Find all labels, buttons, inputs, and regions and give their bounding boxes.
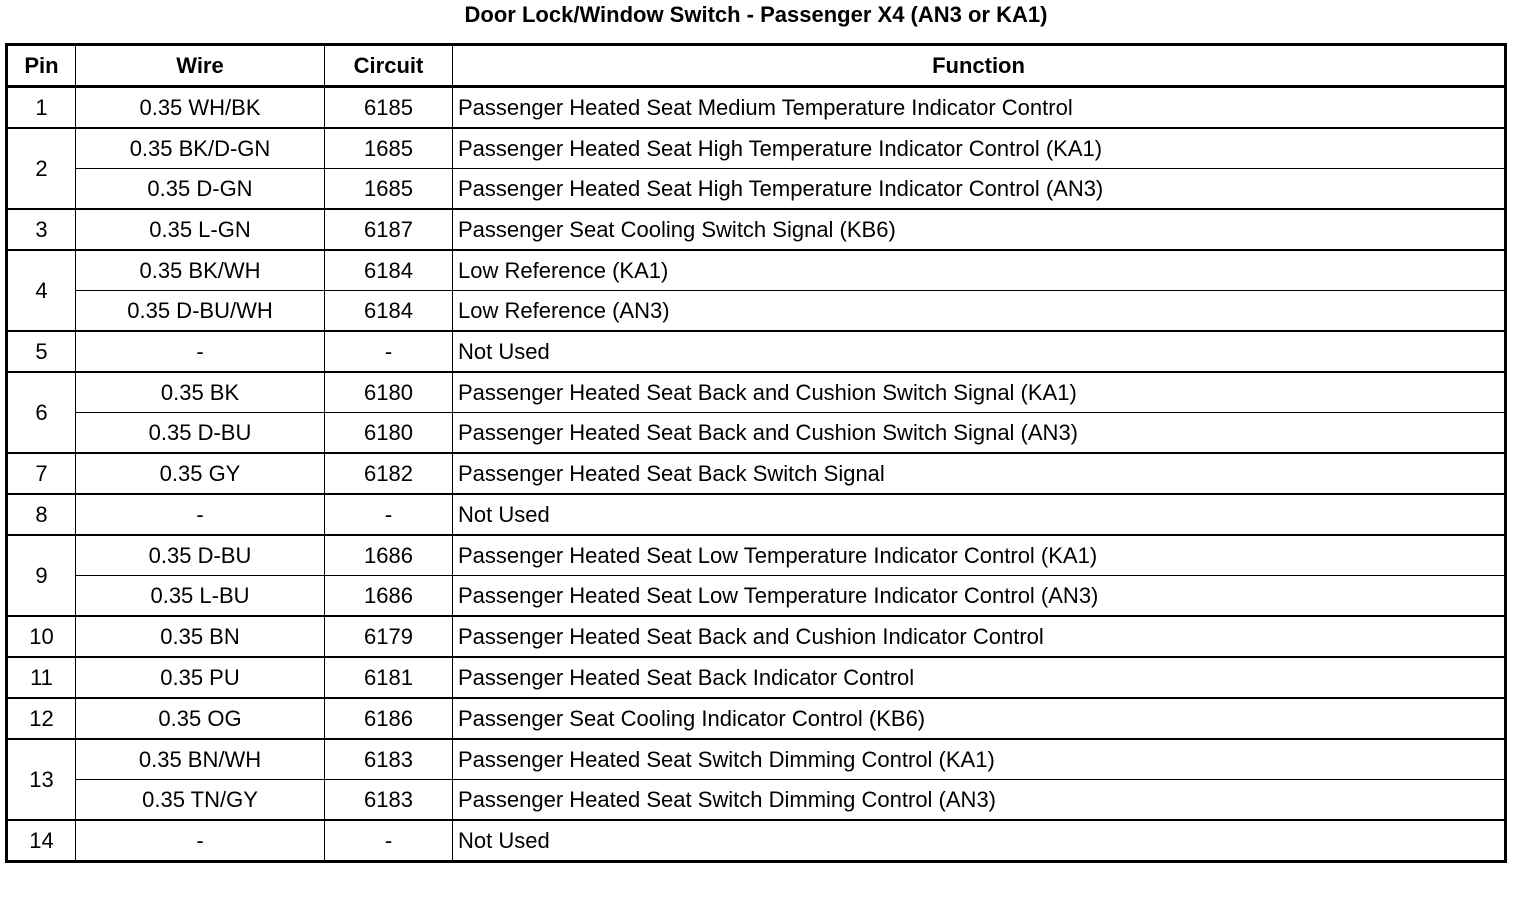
- circuit-cell: 6182: [325, 453, 453, 494]
- pin-number: 6: [7, 372, 76, 453]
- function-cell: Not Used: [453, 331, 1506, 372]
- function-cell: Passenger Heated Seat Back and Cushion Switch Signal (KA1): [453, 372, 1506, 413]
- wire-cell: 0.35 BK/WH: [76, 250, 325, 291]
- function-cell: Low Reference (AN3): [453, 291, 1506, 332]
- pin-number: 8: [7, 494, 76, 535]
- wire-cell: -: [76, 820, 325, 862]
- circuit-cell: 6185: [325, 87, 453, 129]
- table-row: [7, 576, 1506, 617]
- function-cell: Low Reference (KA1): [453, 250, 1506, 291]
- column-header-pin: Pin: [7, 45, 76, 87]
- table-body: [7, 87, 1506, 862]
- function-cell: Passenger Heated Seat Medium Temperature Indicator Control: [453, 87, 1506, 129]
- circuit-cell: 1685: [325, 128, 453, 169]
- function-cell: Passenger Heated Seat Back Switch Signal: [453, 453, 1506, 494]
- function-cell: Passenger Seat Cooling Switch Signal (KB6): [453, 209, 1506, 250]
- circuit-cell: -: [325, 820, 453, 862]
- function-cell: Passenger Seat Cooling Indicator Control (KB6): [453, 698, 1506, 739]
- wire-cell: 0.35 BK: [76, 372, 325, 413]
- circuit-cell: 6184: [325, 291, 453, 332]
- circuit-cell: 1685: [325, 169, 453, 210]
- pin-number: 13: [7, 739, 76, 820]
- pin-number: 5: [7, 331, 76, 372]
- table-row: [7, 331, 1506, 372]
- circuit-cell: 6184: [325, 250, 453, 291]
- table-row: [7, 494, 1506, 535]
- pin-number: 4: [7, 250, 76, 331]
- wire-cell: 0.35 GY: [76, 453, 325, 494]
- wire-cell: 0.35 PU: [76, 657, 325, 698]
- circuit-cell: 6180: [325, 413, 453, 454]
- wire-cell: 0.35 WH/BK: [76, 87, 325, 129]
- table-row: [7, 413, 1506, 454]
- table-row: [7, 535, 1506, 576]
- column-header-wire: Wire: [76, 45, 325, 87]
- function-cell: Not Used: [453, 820, 1506, 862]
- wire-cell: 0.35 D-BU/WH: [76, 291, 325, 332]
- function-cell: Passenger Heated Seat Back Indicator Control: [453, 657, 1506, 698]
- wire-cell: -: [76, 494, 325, 535]
- pin-number: 9: [7, 535, 76, 616]
- function-cell: Passenger Heated Seat Low Temperature Indicator Control (AN3): [453, 576, 1506, 617]
- circuit-cell: 1686: [325, 535, 453, 576]
- pinout-table: [5, 43, 1507, 863]
- wire-cell: 0.35 L-BU: [76, 576, 325, 617]
- pin-number: 7: [7, 453, 76, 494]
- circuit-cell: 6180: [325, 372, 453, 413]
- pin-number: 11: [7, 657, 76, 698]
- function-cell: Passenger Heated Seat High Temperature Indicator Control (AN3): [453, 169, 1506, 210]
- function-cell: Passenger Heated Seat Back and Cushion Switch Signal (AN3): [453, 413, 1506, 454]
- column-header-circuit: Circuit: [325, 45, 453, 87]
- function-cell: Passenger Heated Seat Low Temperature Indicator Control (KA1): [453, 535, 1506, 576]
- table-row: [7, 820, 1506, 862]
- table-row: [7, 780, 1506, 821]
- wire-cell: 0.35 D-BU: [76, 413, 325, 454]
- wire-cell: 0.35 BN: [76, 616, 325, 657]
- circuit-cell: 6179: [325, 616, 453, 657]
- pin-number: 2: [7, 128, 76, 209]
- table-row: [7, 616, 1506, 657]
- wire-cell: 0.35 L-GN: [76, 209, 325, 250]
- table-row: [7, 209, 1506, 250]
- function-cell: Passenger Heated Seat Switch Dimming Control (KA1): [453, 739, 1506, 780]
- wire-cell: 0.35 TN/GY: [76, 780, 325, 821]
- page-title: Door Lock/Window Switch - Passenger X4 (AN3 or KA1): [464, 2, 1048, 27]
- wire-cell: 0.35 BK/D-GN: [76, 128, 325, 169]
- circuit-cell: -: [325, 494, 453, 535]
- function-cell: Passenger Heated Seat Back and Cushion Indicator Control: [453, 616, 1506, 657]
- column-header-function: Function: [453, 45, 1506, 87]
- table-row: [7, 453, 1506, 494]
- table-row: [7, 372, 1506, 413]
- table-row: [7, 657, 1506, 698]
- circuit-cell: 1686: [325, 576, 453, 617]
- pin-number: 1: [7, 87, 76, 129]
- circuit-cell: 6187: [325, 209, 453, 250]
- wire-cell: 0.35 OG: [76, 698, 325, 739]
- table-row: [7, 169, 1506, 210]
- wire-cell: 0.35 D-BU: [76, 535, 325, 576]
- table-row: [7, 87, 1506, 129]
- table-row: [7, 291, 1506, 332]
- pin-number: 3: [7, 209, 76, 250]
- table-row: [7, 250, 1506, 291]
- circuit-cell: -: [325, 331, 453, 372]
- circuit-cell: 6183: [325, 739, 453, 780]
- table-row: [7, 698, 1506, 739]
- table-row: [7, 128, 1506, 169]
- table-row: [7, 739, 1506, 780]
- function-cell: Passenger Heated Seat High Temperature Indicator Control (KA1): [453, 128, 1506, 169]
- pin-number: 10: [7, 616, 76, 657]
- header-row: [7, 45, 1506, 87]
- function-cell: Not Used: [453, 494, 1506, 535]
- circuit-cell: 6183: [325, 780, 453, 821]
- pin-number: 12: [7, 698, 76, 739]
- function-cell: Passenger Heated Seat Switch Dimming Control (AN3): [453, 780, 1506, 821]
- wire-cell: 0.35 BN/WH: [76, 739, 325, 780]
- pin-number: 14: [7, 820, 76, 862]
- circuit-cell: 6181: [325, 657, 453, 698]
- circuit-cell: 6186: [325, 698, 453, 739]
- wire-cell: 0.35 D-GN: [76, 169, 325, 210]
- wire-cell: -: [76, 331, 325, 372]
